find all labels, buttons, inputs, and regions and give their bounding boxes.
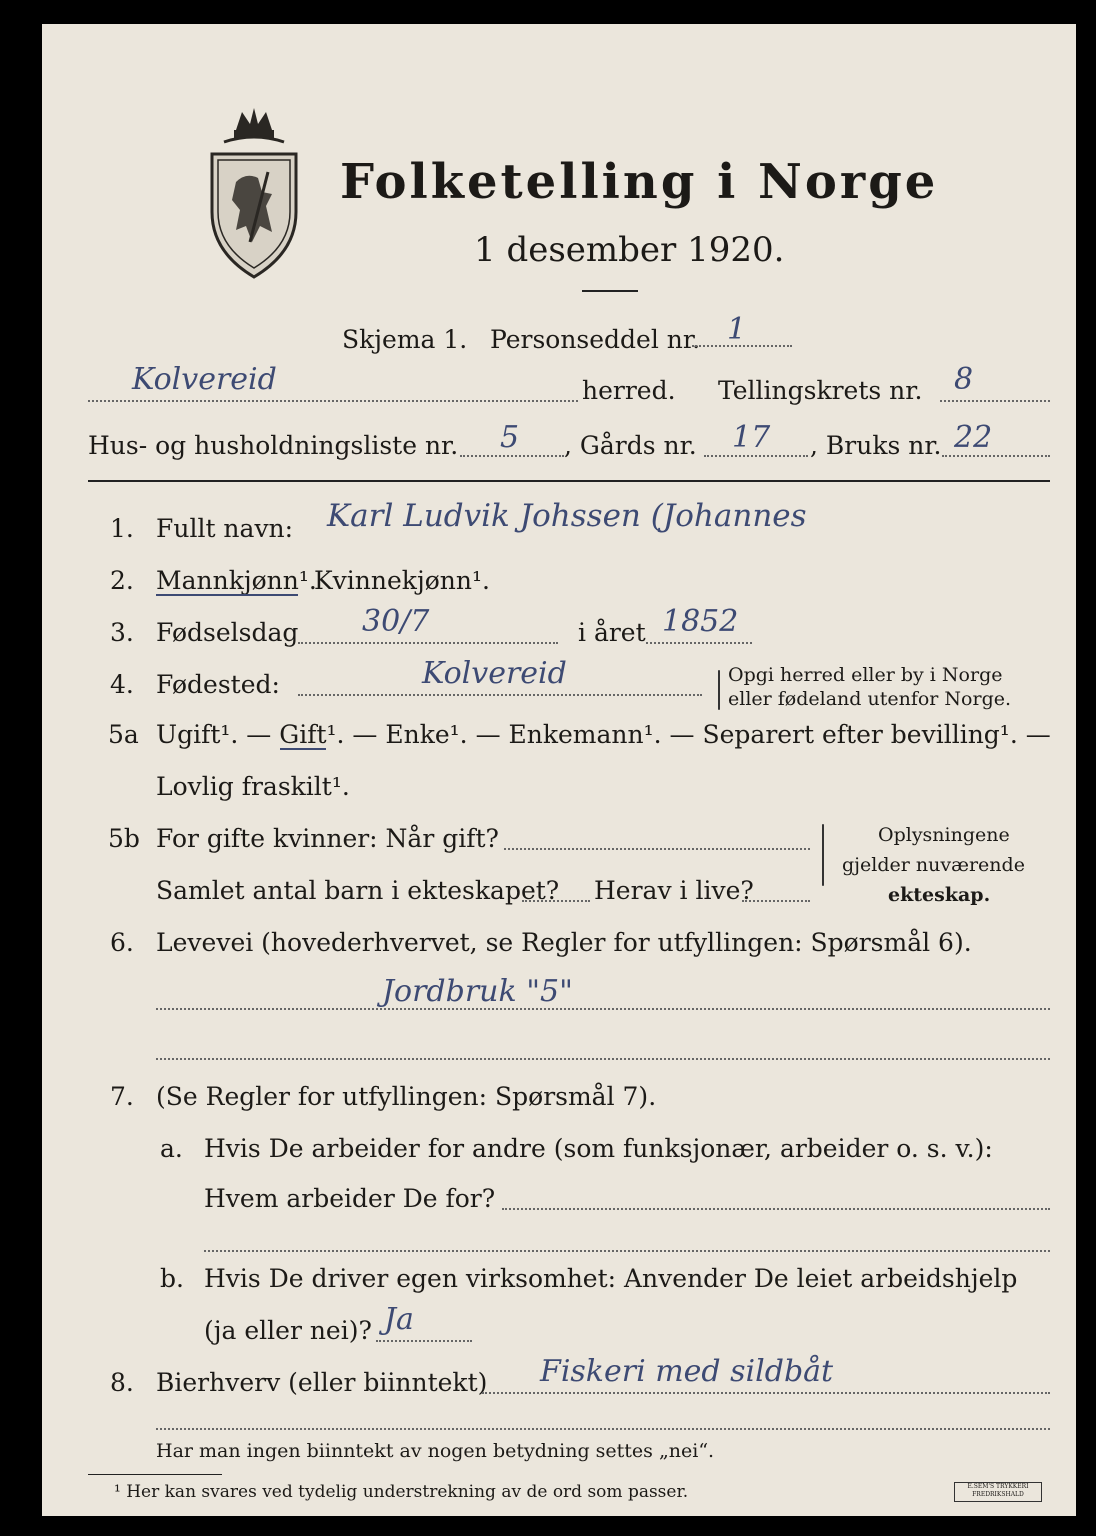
q8-side-income-line: [482, 1392, 1050, 1394]
title-divider: [582, 290, 638, 292]
q5b-alive-label: Herav i live?: [594, 876, 754, 905]
footnote-divider: [88, 1474, 222, 1475]
q7a-question: Hvis De arbeider for andre (som funksjonær, arbeider o. s. v.):: [204, 1134, 993, 1163]
q4-note-line1: Opgi herred eller by i Norge: [728, 664, 1003, 686]
q4-birthplace-line: [298, 694, 702, 696]
q3-year-label: i året: [578, 618, 646, 647]
q1-number: 1.: [110, 514, 134, 543]
coat-of-arms-emblem: [206, 102, 302, 282]
q2-female-option: Kvinnekjønn¹.: [314, 566, 490, 595]
q8-number: 8.: [110, 1368, 134, 1397]
q5b-note-line3: ekteskap.: [888, 884, 991, 906]
q7a-employer-line2: [204, 1250, 1050, 1252]
q5b-children-label: Samlet antal barn i ekteskapet?: [156, 876, 560, 905]
q5b-children-line: [522, 900, 590, 902]
husliste-value: 5: [500, 420, 520, 455]
q2-male-option: Mannkjønn¹.: [156, 566, 317, 595]
q1-label: Fullt navn:: [156, 514, 294, 543]
q7a-employer-label: Hvem arbeider De for?: [204, 1184, 496, 1213]
q5b-note-line2: gjelder nuværende: [842, 854, 1025, 876]
q6-line1: [156, 1008, 1050, 1010]
q5b-number: 5b: [108, 824, 140, 853]
husliste-label: Hus- og husholdningsliste nr.: [88, 431, 459, 460]
gards-label: , Gårds nr.: [564, 431, 697, 460]
form-date: 1 desember 1920.: [474, 230, 785, 270]
q4-label: Fødested:: [156, 670, 280, 699]
printer-stamp: E.SEM'S TRYKKERI FREDRIKSHALD: [954, 1482, 1042, 1502]
q6-label: Levevei (hovederhvervet, se Regler for utfyllingen: Spørsmål 6).: [156, 928, 972, 957]
q7-label: (Se Regler for utfyllingen: Spørsmål 7).: [156, 1082, 657, 1111]
herred-value: Kolvereid: [132, 362, 277, 397]
q7b-question: Hvis De driver egen virksomhet: Anvender De leiet arbeidshjelp: [204, 1264, 1018, 1293]
q3-year-value: 1852: [662, 604, 739, 639]
personseddel-label: Personseddel nr.: [490, 325, 701, 354]
gards-line: [704, 455, 808, 457]
q2-male-underline: [156, 594, 298, 596]
q4-note-line2: eller fødeland utenfor Norge.: [728, 688, 1012, 710]
herred-label: herred.: [582, 376, 676, 405]
q3-year-line: [646, 642, 752, 644]
q6-number: 6.: [110, 928, 134, 957]
form-title: Folketelling i Norge: [340, 154, 939, 210]
q3-number: 3.: [110, 618, 134, 647]
q2-number: 2.: [110, 566, 134, 595]
tellingskrets-value: 8: [954, 362, 974, 397]
q8-label: Bierhverv (eller biinntekt): [156, 1368, 488, 1397]
q4-number: 4.: [110, 670, 134, 699]
bruks-label: , Bruks nr.: [810, 431, 942, 460]
schema-label: Skjema 1.: [342, 325, 468, 354]
bruks-value: 22: [954, 420, 993, 455]
q5b-married-line: [504, 848, 810, 850]
q5b-alive-line: [742, 900, 810, 902]
bruks-line: [942, 455, 1050, 457]
q5a-number: 5a: [108, 720, 139, 749]
q7-number: 7.: [110, 1082, 134, 1111]
q4-birthplace-value: Kolvereid: [422, 656, 567, 691]
footer-note: Har man ingen biinntekt av nogen betydning settes „nei“.: [156, 1440, 715, 1462]
tellingskrets-line: [940, 400, 1050, 402]
q5a-gift-underline: [280, 748, 326, 750]
q7b-hire-value: Ja: [384, 1302, 414, 1337]
q5a-options-cont: Lovlig fraskilt¹.: [156, 772, 350, 801]
herred-line: [88, 400, 578, 402]
q3-birthday-value: 30/7: [362, 604, 430, 639]
q7a-letter: a.: [160, 1134, 183, 1163]
q7b-hire-line: [376, 1340, 472, 1342]
q5a-options: Ugift¹. — Gift¹. — Enke¹. — Enkemann¹. — Separert efter bevilling¹. —: [156, 720, 1051, 749]
q3-birthday-line: [298, 642, 558, 644]
q1-full-name-value: Karl Ludvik Johssen (Johannes: [327, 498, 807, 534]
q4-note-brace: [718, 670, 720, 710]
q7b-letter: b.: [160, 1264, 184, 1293]
census-form: [42, 24, 1076, 1516]
footnote: ¹ Her kan svares ved tydelig understrekning av de ord som passer.: [114, 1482, 689, 1502]
q5b-married-label: For gifte kvinner: Når gift?: [156, 824, 499, 853]
q6-line2: [156, 1058, 1050, 1060]
q6-occupation-value: Jordbruk "5": [382, 974, 573, 1009]
q8-side-income-value: Fiskeri med sildbåt: [540, 1354, 834, 1389]
husliste-line: [460, 455, 564, 457]
gards-value: 17: [732, 420, 771, 455]
header-divider: [88, 480, 1050, 482]
tellingskrets-label: Tellingskrets nr.: [718, 376, 923, 405]
q3-label: Fødselsdag: [156, 618, 299, 647]
q7a-employer-line: [502, 1208, 1050, 1210]
q5b-note-brace: [822, 824, 824, 886]
q8-line2: [156, 1428, 1050, 1430]
personseddel-value: 1: [727, 312, 747, 347]
q7b-hire-label: (ja eller nei)?: [204, 1316, 372, 1345]
q5b-note-line1: Oplysningene: [878, 824, 1010, 846]
